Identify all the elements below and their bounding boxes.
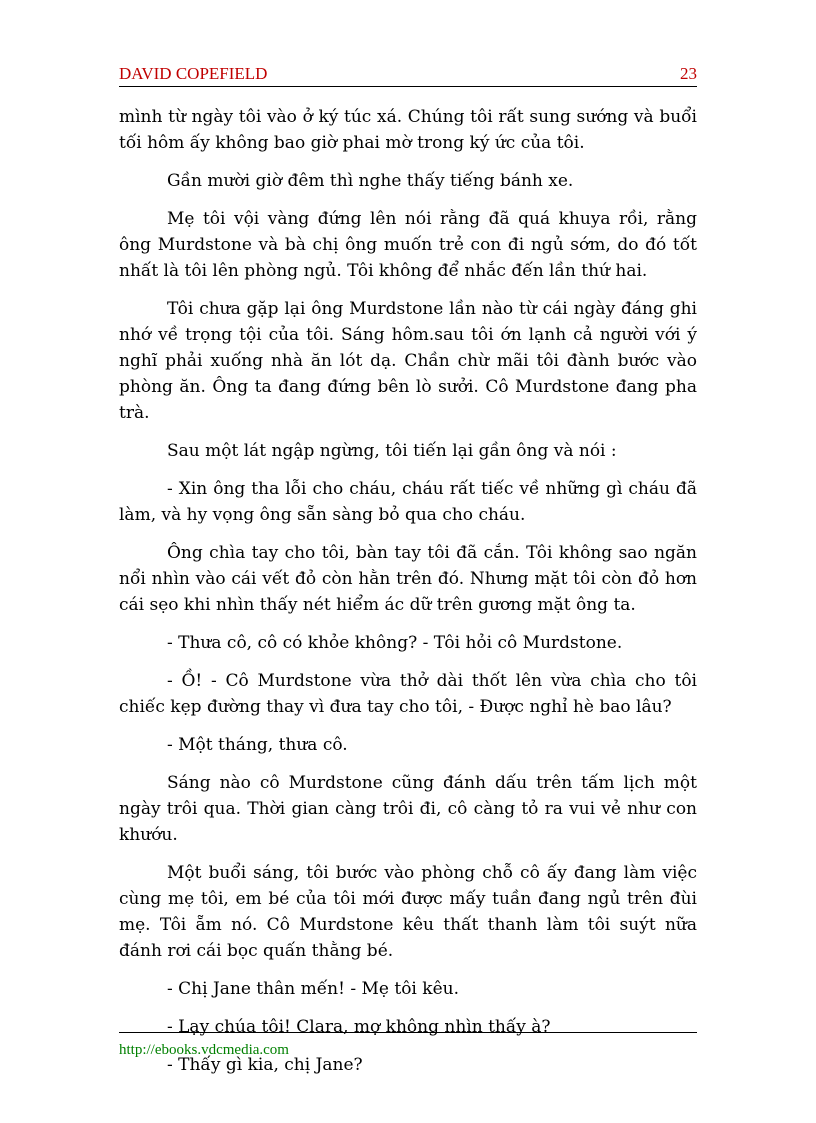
paragraph: - Xin ông tha lỗi cho cháu, cháu rất tiếc về những gì cháu đã làm, và hy vọng ông sẵn sàng bỏ qua cho cháu. <box>119 479 697 525</box>
page-body <box>119 104 697 1090</box>
paragraph: - Ồ! - Cô Murdstone vừa thở dài thốt lên vừa chìa cho tôi chiếc kẹp đường thay vì đưa tay cho tôi, - Được nghỉ hè bao lâu? <box>119 671 697 717</box>
paragraph: - Thấy gì kia, chị Jane? <box>167 1055 363 1075</box>
footer-link[interactable]: http://ebooks.vdcmedia.com <box>119 1042 289 1058</box>
paragraph: Mẹ tôi vội vàng đứng lên nói rằng đã quá khuya rồi, rằng ông Murdstone và bà chị ông muốn trẻ con đi ngủ sớm, do đó tốt nhất là tôi lên phòng ngủ. Tôi không để nhắc đến lần thứ hai. <box>119 209 697 281</box>
paragraph: Sau một lát ngập ngừng, tôi tiến lại gần ông và nói : <box>167 441 617 461</box>
page-header <box>119 62 697 87</box>
page-number: 23 <box>680 64 697 83</box>
book-title: DAVID COPEFIELD <box>119 64 268 83</box>
paragraph: Sáng nào cô Murdstone cũng đánh dấu trên tấm lịch một ngày trôi qua. Thời gian càng trôi đi, cô càng tỏ ra vui vẻ như con khướu. <box>119 773 697 845</box>
paragraph: Ông chìa tay cho tôi, bàn tay tôi đã cắn. Tôi không sao ngăn nổi nhìn vào cái vết đỏ còn hằn trên đó. Nhưng mặt tôi còn đỏ hơn cái sẹo khi nhìn thấy nét hiểm ác dữ trên gương mặt ông ta. <box>119 543 697 615</box>
footer-divider <box>119 1032 697 1033</box>
paragraph: - Lạy chúa tôi! Clara, mợ không nhìn thấy à? <box>167 1017 551 1037</box>
paragraph: - Thưa cô, cô có khỏe không? - Tôi hỏi cô Murdstone. <box>167 633 623 653</box>
paragraph: mình từ ngày tôi vào ở ký túc xá. Chúng tôi rất sung sướng và buổi tối hôm ấy không bao giờ phai mờ trong ký ức của tôi. <box>119 107 697 153</box>
paragraph: - Chị Jane thân mến! - Mẹ tôi kêu. <box>167 979 459 999</box>
paragraph: Gần mười giờ đêm thì nghe thấy tiếng bánh xe. <box>167 171 574 191</box>
paragraph: - Một tháng, thưa cô. <box>167 735 348 755</box>
paragraph: Tôi chưa gặp lại ông Murdstone lần nào từ cái ngày đáng ghi nhớ về trọng tội của tôi. Sáng hôm.sau tôi ớn lạnh cả người với ý nghĩ phải xuống nhà ăn lót dạ. Chần chừ mãi tôi đành bước vào phòng ăn. Ông ta đang đứng bên lò sưởi. Cô Murdstone đang pha trà. <box>119 299 697 423</box>
paragraph: Một buổi sáng, tôi bước vào phòng chỗ cô ấy đang làm việc cùng mẹ tôi, em bé của tôi mới được mấy tuần đang ngủ trên đùi mẹ. Tôi ẵm nó. Cô Murdstone kêu thất thanh làm tôi suýt nữa đánh rơi cái bọc quấn thằng bé. <box>119 863 697 961</box>
